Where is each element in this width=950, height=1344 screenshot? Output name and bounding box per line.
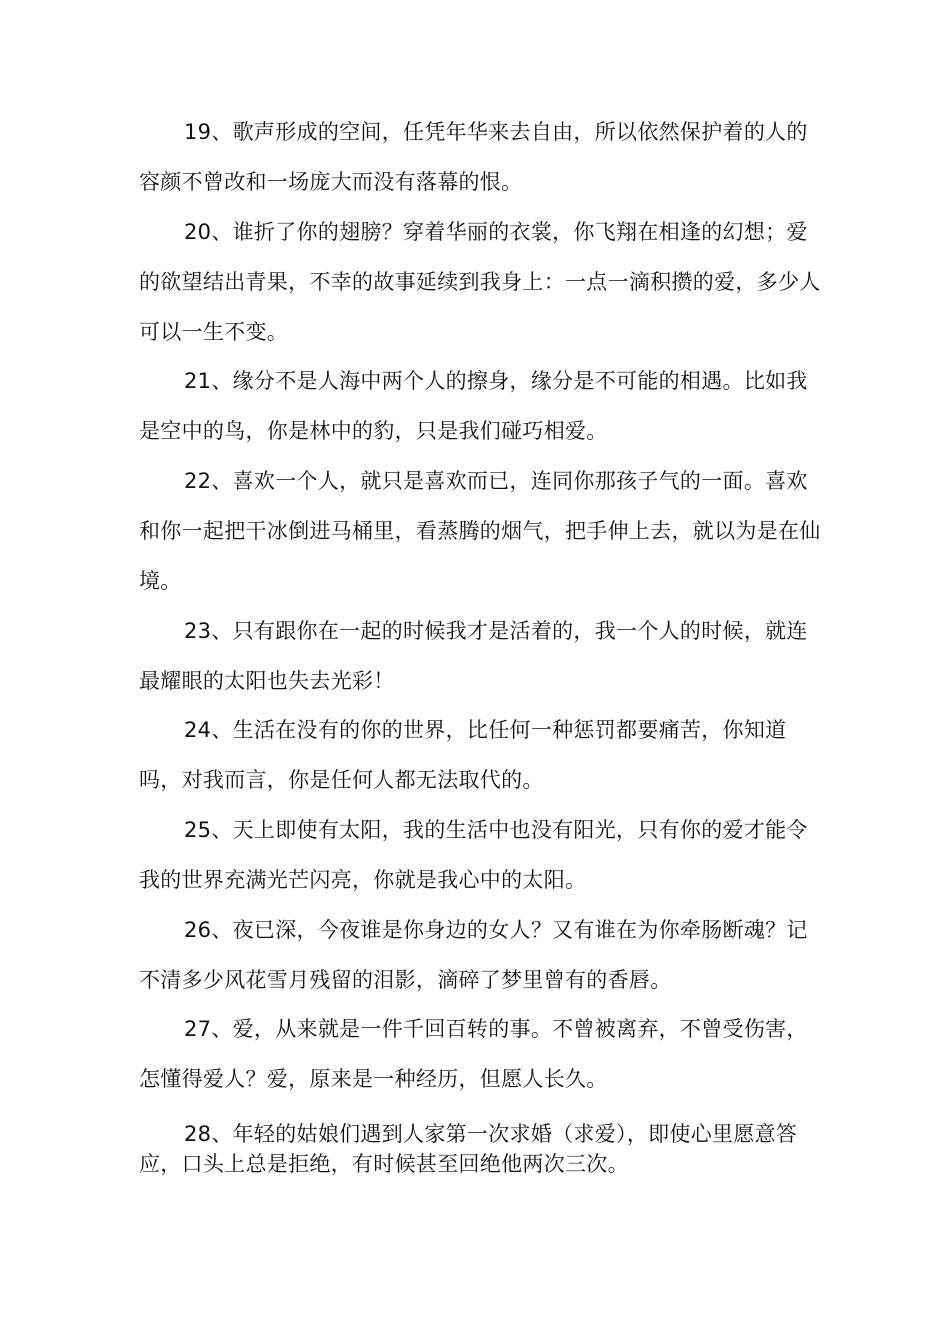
paragraph-21: 21、缘分不是人海中两个人的擦身，缘分是不可能的相遇。比如我是空中的鸟，你是林中的豹，只是我们碰巧相爱。: [139, 369, 808, 443]
paragraph-25: 25、天上即使有太阳，我的生活中也没有阳光，只有你的爱才能令我的世界充满光芒闪亮，你就是我心中的太阳。: [139, 818, 808, 892]
paragraph-20: 20、谁折了你的翅膀？穿着华丽的衣裳，你飞翔在相逢的幻想；爱的欲望结出青果，不幸的故事延续到我身上：一点一滴积攒的爱，多少人可以一生不变。: [139, 220, 821, 344]
paragraph-28: 28、年轻的姑娘们遇到人家第一次求婚（求爱），即使心里愿意答应，口头上总是拒绝，有时候甚至回绝他两次三次。: [139, 1122, 798, 1176]
paragraph-23: 23、只有跟你在一起的时候我才是活着的，我一个人的时候，就连最耀眼的太阳也失去光彩！: [139, 619, 808, 693]
paragraph-22: 22、喜欢一个人，就只是喜欢而已，连同你那孩子气的一面。喜欢和你一起把干冰倒进马桶里，看蒸腾的烟气，把手伸上去，就以为是在仙境。: [139, 469, 821, 593]
paragraph-26: 26、夜已深，今夜谁是你身边的女人？又有谁在为你牵肠断魂？记不清多少风花雪月残留的泪影，滴碎了梦里曾有的香唇。: [139, 918, 808, 992]
paragraph-24: 24、生活在没有的你的世界，比任何一种惩罚都要痛苦，你知道吗，对我而言，你是任何人都无法取代的。: [139, 718, 787, 792]
paragraph-27: 27、爱，从来就是一件千回百转的事。不曾被离弃，不曾受伤害，怎懂得爱人？爱，原来是一种经历，但愿人长久。: [139, 1017, 808, 1091]
paragraph-19: 19、歌声形成的空间，任凭年华来去自由，所以依然保护着的人的容颜不曾改和一场庞大而没有落幕的恨。: [139, 120, 808, 194]
